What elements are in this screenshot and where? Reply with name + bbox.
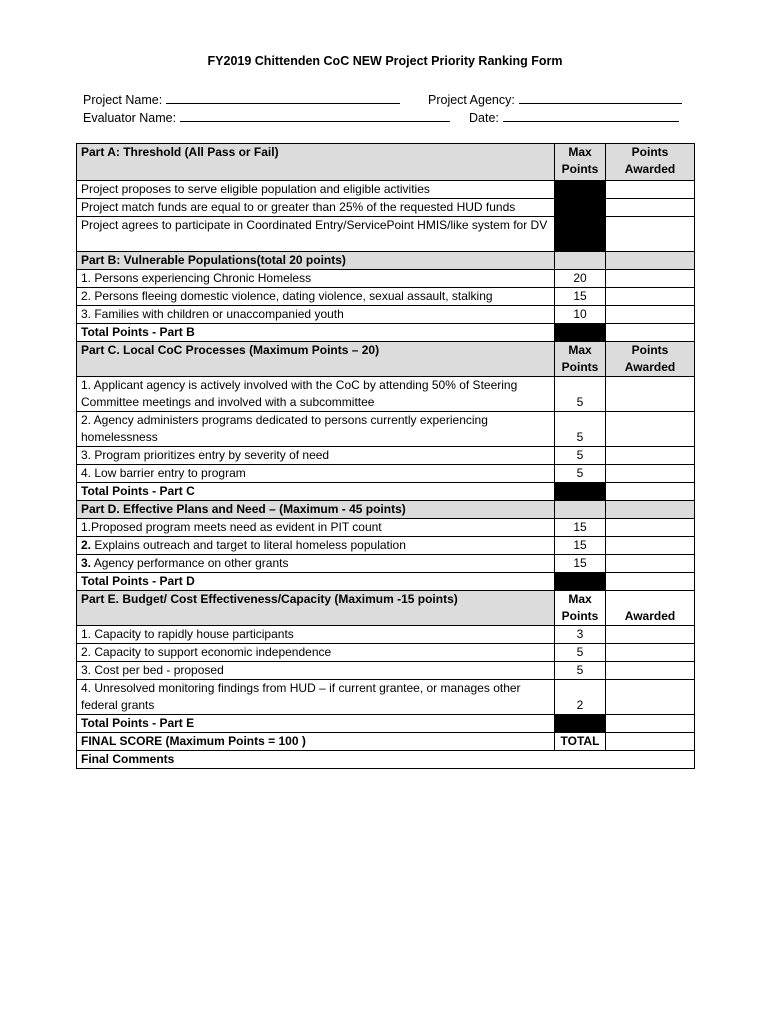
table-row (77, 306, 695, 324)
part-e-item: 1. Capacity to rapidly house participants (77, 626, 555, 644)
awarded-input-cell[interactable] (606, 377, 695, 412)
part-a-header-row (77, 144, 695, 181)
part-b-header-row (77, 252, 695, 270)
part-c-total-label: Total Points - Part C (77, 483, 555, 501)
date-label: Date: (469, 111, 499, 125)
part-b-item: 3. Families with children or unaccompanied youth (77, 306, 555, 324)
part-b-total-label: Total Points - Part B (77, 324, 555, 342)
awarded-input-cell[interactable] (606, 270, 695, 288)
max-points-header (555, 144, 606, 181)
empty-header-cell (606, 252, 695, 270)
final-score-label: FINAL SCORE (Maximum Points = 100 ) (77, 733, 555, 751)
item-number: 3. (81, 556, 92, 570)
empty-header-cell (555, 252, 606, 270)
part-d-item (77, 519, 555, 537)
project-name-field[interactable] (83, 91, 400, 107)
part-a-heading: Part A: Threshold (All Pass or Fail) (77, 144, 555, 181)
awarded-input-cell[interactable] (606, 447, 695, 465)
max-points-value: 5 (555, 412, 606, 447)
blocked-cell (555, 199, 606, 217)
project-name-line[interactable] (166, 91, 400, 104)
part-e-item: 4. Unresolved monitoring findings from HUD – if current grantee, or manages other federal grants (77, 680, 555, 715)
final-comments-label: Final Comments (81, 752, 175, 766)
awarded-input-cell[interactable] (606, 181, 695, 199)
awarded-input-cell[interactable] (606, 465, 695, 483)
max-points-value: 3 (555, 626, 606, 644)
points-header-text: Points (631, 343, 669, 357)
points-awarded-header (606, 144, 695, 181)
item-text: Proposed program meets need as evident in PIT count (91, 520, 382, 534)
part-a-item: Project proposes to serve eligible population and eligible activities (77, 181, 555, 199)
total-input-cell[interactable] (606, 715, 695, 733)
awarded-input-cell[interactable] (606, 555, 695, 573)
max-header-text: Max (568, 343, 592, 357)
max-header-text: Max (568, 145, 592, 159)
points-header-text: Points (561, 609, 599, 623)
evaluator-name-label: Evaluator Name: (83, 111, 177, 125)
part-c-total-row (77, 483, 695, 501)
awarded-header-text: Awarded (624, 360, 676, 374)
date-field[interactable] (469, 109, 679, 125)
blocked-cell (555, 217, 606, 252)
final-comments-area[interactable] (77, 751, 695, 769)
item-number: 1. (81, 520, 92, 534)
table-row (77, 447, 695, 465)
table-row (77, 465, 695, 483)
part-d-item (77, 555, 555, 573)
points-header-text: Points (631, 145, 669, 159)
max-points-value: 15 (555, 519, 606, 537)
total-input-cell[interactable] (606, 483, 695, 501)
max-points-header (555, 342, 606, 377)
max-points-value: 5 (555, 644, 606, 662)
table-row (77, 519, 695, 537)
evaluator-name-line[interactable] (180, 109, 450, 122)
table-row (77, 555, 695, 573)
table-row (77, 626, 695, 644)
table-row (77, 181, 695, 199)
awarded-input-cell[interactable] (606, 217, 695, 252)
part-c-item: 1. Applicant agency is actively involved with the CoC by attending 50% of Steering Committee meetings and involved with a subcommittee (77, 377, 555, 412)
max-points-value: 2 (555, 680, 606, 715)
item-text: Explains outreach and target to literal homeless population (91, 538, 406, 552)
awarded-input-cell[interactable] (606, 644, 695, 662)
awarded-input-cell[interactable] (606, 537, 695, 555)
points-header-text: Points (561, 162, 599, 176)
awarded-input-cell[interactable] (606, 626, 695, 644)
blocked-cell (555, 324, 606, 342)
awarded-header-text: Awarded (624, 162, 676, 176)
final-total-label: TOTAL (555, 733, 606, 751)
part-c-heading: Part C. Local CoC Processes (Maximum Points – 20) (77, 342, 555, 377)
part-d-item (77, 537, 555, 555)
blocked-cell (555, 483, 606, 501)
awarded-input-cell[interactable] (606, 519, 695, 537)
table-row (77, 412, 695, 447)
total-input-cell[interactable] (606, 324, 695, 342)
final-score-row (77, 733, 695, 751)
date-line[interactable] (503, 109, 679, 122)
part-d-header-row (77, 501, 695, 519)
part-b-total-row (77, 324, 695, 342)
max-points-header (555, 591, 606, 626)
form-title: FY2019 Chittenden CoC NEW Project Priority Ranking Form (207, 54, 563, 68)
max-points-value: 15 (555, 537, 606, 555)
table-row (77, 217, 695, 252)
part-d-heading: Part D. Effective Plans and Need – (Maximum - 45 points) (77, 501, 555, 519)
part-c-header-row (77, 342, 695, 377)
project-name-label: Project Name: (83, 93, 163, 107)
final-comments-row (77, 751, 695, 769)
project-agency-label: Project Agency: (428, 93, 515, 107)
part-b-heading: Part B: Vulnerable Populations(total 20 points) (77, 252, 555, 270)
total-input-cell[interactable] (606, 573, 695, 591)
table-row (77, 270, 695, 288)
max-points-value: 15 (555, 288, 606, 306)
max-points-value: 5 (555, 662, 606, 680)
part-c-item: 4. Low barrier entry to program (77, 465, 555, 483)
table-row (77, 288, 695, 306)
max-points-value: 5 (555, 465, 606, 483)
table-row (77, 680, 695, 715)
points-awarded-header: Awarded (606, 591, 695, 626)
max-points-value: 15 (555, 555, 606, 573)
max-header-text: Max (568, 592, 592, 606)
points-awarded-header (606, 342, 695, 377)
project-agency-field[interactable] (428, 91, 682, 107)
part-e-total-row (77, 715, 695, 733)
item-text: Agency performance on other grants (91, 556, 289, 570)
max-points-value: 5 (555, 377, 606, 412)
max-points-value: 20 (555, 270, 606, 288)
awarded-input-cell[interactable] (606, 199, 695, 217)
part-e-total-label: Total Points - Part E (77, 715, 555, 733)
blocked-cell (555, 573, 606, 591)
final-score-input-cell[interactable] (606, 733, 695, 751)
part-a-item: Project match funds are equal to or greater than 25% of the requested HUD funds (77, 199, 555, 217)
max-points-value: 5 (555, 447, 606, 465)
awarded-input-cell[interactable] (606, 680, 695, 715)
empty-header-cell (555, 501, 606, 519)
item-number: 2. (81, 538, 92, 552)
points-header-text: Points (561, 360, 599, 374)
part-d-total-row (77, 573, 695, 591)
empty-header-cell (606, 501, 695, 519)
part-b-item: 2. Persons fleeing domestic violence, dating violence, sexual assault, stalking (77, 288, 555, 306)
project-agency-line[interactable] (519, 91, 682, 104)
part-b-item: 1. Persons experiencing Chronic Homeless (77, 270, 555, 288)
part-d-total-label: Total Points - Part D (77, 573, 555, 591)
part-c-item: 2. Agency administers programs dedicated to persons currently experiencing homelessness (77, 412, 555, 447)
awarded-input-cell[interactable] (606, 412, 695, 447)
blocked-cell (555, 715, 606, 733)
awarded-input-cell[interactable] (606, 306, 695, 324)
part-e-header-row (77, 591, 695, 626)
part-a-item: Project agrees to participate in Coordinated Entry/ServicePoint HMIS/like system for DV (77, 217, 555, 252)
max-points-value: 10 (555, 306, 606, 324)
table-row (77, 644, 695, 662)
ranking-table (76, 143, 695, 769)
awarded-input-cell[interactable] (606, 662, 695, 680)
part-e-item: 3. Cost per bed - proposed (77, 662, 555, 680)
table-row (77, 377, 695, 412)
part-c-item: 3. Program prioritizes entry by severity of need (77, 447, 555, 465)
evaluator-name-field[interactable] (83, 109, 450, 125)
table-row (77, 199, 695, 217)
table-row (77, 537, 695, 555)
blocked-cell (555, 181, 606, 199)
part-e-item: 2. Capacity to support economic independence (77, 644, 555, 662)
part-e-heading: Part E. Budget/ Cost Effectiveness/Capacity (Maximum -15 points) (77, 591, 555, 626)
awarded-input-cell[interactable] (606, 288, 695, 306)
table-row (77, 662, 695, 680)
